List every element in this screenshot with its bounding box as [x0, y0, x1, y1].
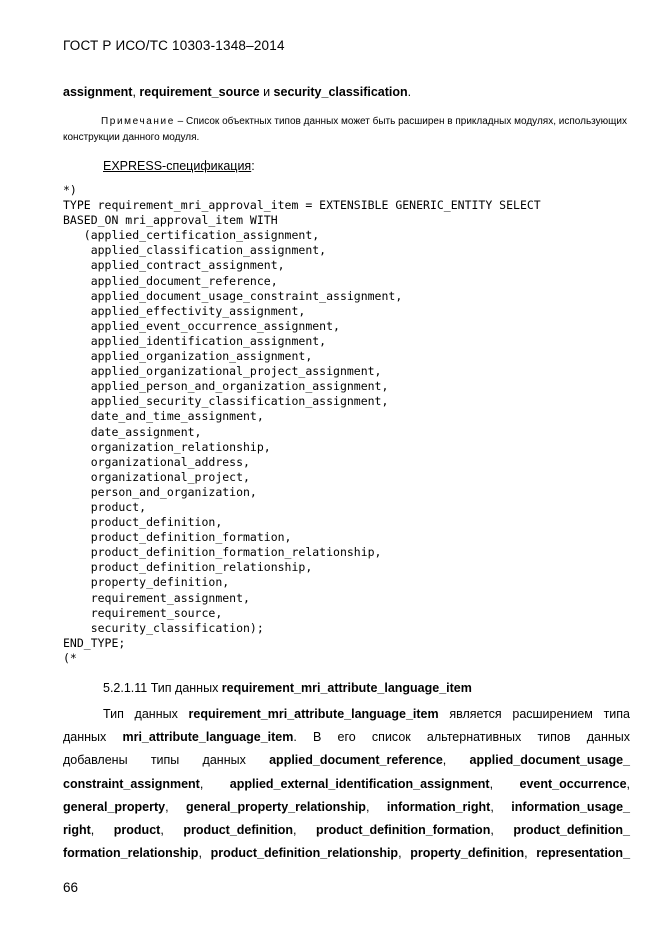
body-line: right, product, product_definition, product_definition_formation, product_definition_: [63, 822, 631, 837]
document-header: ГОСТ Р ИСО/ТС 10303-1348–2014: [63, 38, 285, 53]
separator: и: [259, 85, 274, 99]
express-spec-heading: [103, 159, 255, 173]
section-body: [63, 703, 630, 865]
note-block: [63, 114, 630, 146]
body-line: данных mri_attribute_language_item. В его список альтернативных типов данных: [63, 730, 631, 745]
section-type-name: requirement_mri_attribute_language_item: [221, 681, 472, 695]
express-code-block: *) TYPE requirement_mri_approval_item = EXTENSIBLE GENERIC_ENTITY SELECT BASED_ON mri_approval_item WITH (applied_certification_assignment, applied_classification_assignment, applied_contract_assignment, applied_document_reference, applied_document_usage_constraint_assignment, applied_effectivity_assignment, applied_event_occurrence_assignment, applied_identification_assignment, applied_organization_assignment, applied_organizational_project_assignment, applied_person_and_organization_assignment, applied_security_classification_assignment, date_and_time_assignment, date_assignment, organization_relationship, organizational_address, organizational_project, person_and_organization, product, product_definition, product_definition_formation, product_definition_formation_relationship, product_definition_relationship, property_definition, requirement_assignment, requirement_source, security_classification); END_TYPE; (*: [63, 183, 541, 665]
body-line: constraint_assignment, applied_external_identification_assignment, event_occurrence,: [63, 776, 631, 791]
entity-name: requirement_source: [139, 85, 260, 99]
page-number: 66: [63, 880, 79, 895]
note-text: Список объектных типов данных может быть расширен в прикладных модулях, использующих конструкции данного модуля.: [63, 116, 627, 143]
section-number: 5.2.1.11 Тип данных: [103, 681, 222, 695]
body-line: general_property, general_property_relationship, information_right, information_usage_: [63, 799, 631, 814]
note-label: Примечание: [101, 116, 175, 127]
express-colon: :: [251, 159, 255, 173]
continued-paragraph: [63, 85, 411, 99]
entity-name: assignment: [63, 85, 133, 99]
separator: .: [407, 85, 412, 99]
express-label: EXPRESS-спецификация: [103, 159, 252, 173]
body-line: Тип данных requirement_mri_attribute_language_item является расширением типа: [103, 707, 630, 721]
entity-name: security_classification: [273, 85, 408, 99]
body-line: добавлены типы данных applied_document_reference, applied_document_usage_: [63, 753, 630, 768]
body-line: formation_relationship, product_definition_relationship, property_definition, representation_: [63, 846, 631, 861]
section-heading: [103, 681, 472, 695]
separator: ,: [132, 85, 140, 99]
note-dash: –: [174, 116, 187, 127]
